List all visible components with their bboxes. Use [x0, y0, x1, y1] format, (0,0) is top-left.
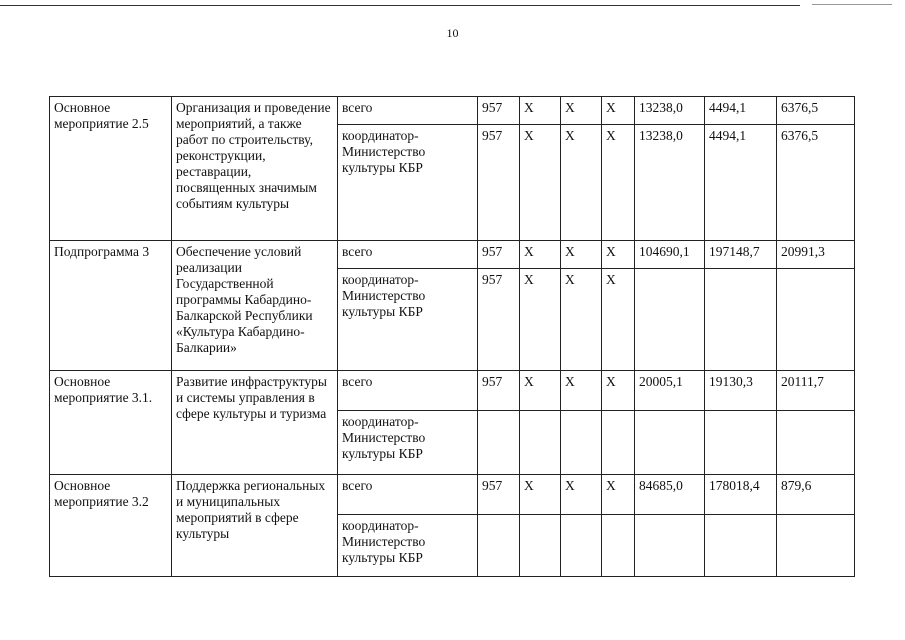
- event-name-cell: Развитие инфраструктуры и системы управления в сфере культуры и туризма: [172, 371, 338, 475]
- top-rule: [0, 5, 800, 6]
- amount-cell: 879,6: [777, 475, 855, 515]
- amount-cell: 197148,7: [705, 241, 777, 269]
- code-cell: 957: [478, 371, 520, 411]
- event-name-cell: Организация и проведение мероприятий, а также работ по строительству, реконструкции, реставрации, посвященных значимым событиям культуры: [172, 97, 338, 241]
- amount-cell: 13238,0: [635, 125, 705, 241]
- mark-cell: Х: [561, 475, 602, 515]
- source-label-cell: координатор- Министерство культуры КБР: [338, 125, 478, 241]
- code-cell: [478, 411, 520, 475]
- mark-cell: [602, 411, 635, 475]
- mark-cell: Х: [561, 97, 602, 125]
- table-row: [50, 241, 855, 269]
- mark-cell: [561, 515, 602, 577]
- event-name-cell: Обеспечение условий реализации Государственной программы Кабардино-Балкарской Республики «Культура Кабардино-Балкарии»: [172, 241, 338, 371]
- mark-cell: Х: [602, 97, 635, 125]
- table-row: [50, 371, 855, 411]
- source-label-cell: координатор- Министерство культуры КБР: [338, 411, 478, 475]
- amount-cell: 178018,4: [705, 475, 777, 515]
- amount-cell: 4494,1: [705, 125, 777, 241]
- source-label-cell: всего: [338, 97, 478, 125]
- mark-cell: Х: [561, 125, 602, 241]
- event-type-cell: Подпрограмма 3: [50, 241, 172, 371]
- amount-cell: [777, 515, 855, 577]
- code-cell: 957: [478, 97, 520, 125]
- code-cell: 957: [478, 475, 520, 515]
- code-cell: [478, 515, 520, 577]
- mark-cell: Х: [561, 269, 602, 371]
- amount-cell: [705, 269, 777, 371]
- amount-cell: [635, 515, 705, 577]
- source-label-cell: всего: [338, 241, 478, 269]
- amount-cell: 19130,3: [705, 371, 777, 411]
- code-cell: 957: [478, 269, 520, 371]
- mark-cell: [602, 515, 635, 577]
- amount-cell: 6376,5: [777, 125, 855, 241]
- amount-cell: 20111,7: [777, 371, 855, 411]
- amount-cell: 4494,1: [705, 97, 777, 125]
- amount-cell: [705, 515, 777, 577]
- mark-cell: Х: [520, 241, 561, 269]
- source-label-cell: всего: [338, 475, 478, 515]
- page-number: 10: [446, 26, 459, 40]
- amount-cell: [777, 269, 855, 371]
- mark-cell: Х: [602, 269, 635, 371]
- amount-cell: [777, 411, 855, 475]
- mark-cell: [520, 515, 561, 577]
- mark-cell: Х: [602, 125, 635, 241]
- mark-cell: [520, 411, 561, 475]
- source-label-cell: координатор- Министерство культуры КБР: [338, 269, 478, 371]
- top-rule-right: [812, 4, 892, 5]
- amount-cell: 20005,1: [635, 371, 705, 411]
- event-name-cell: Поддержка региональных и муниципальных мероприятий в сфере культуры: [172, 475, 338, 577]
- code-cell: 957: [478, 241, 520, 269]
- mark-cell: [561, 411, 602, 475]
- amount-cell: 13238,0: [635, 97, 705, 125]
- amount-cell: [705, 411, 777, 475]
- code-cell: 957: [478, 125, 520, 241]
- mark-cell: Х: [520, 269, 561, 371]
- mark-cell: Х: [520, 371, 561, 411]
- amount-cell: [635, 411, 705, 475]
- amount-cell: [635, 269, 705, 371]
- event-type-cell: Основное мероприятие 3.1.: [50, 371, 172, 475]
- amount-cell: 20991,3: [777, 241, 855, 269]
- table-row: [50, 475, 855, 515]
- source-label-cell: координатор- Министерство культуры КБР: [338, 515, 478, 577]
- amount-cell: 104690,1: [635, 241, 705, 269]
- mark-cell: Х: [602, 241, 635, 269]
- mark-cell: Х: [602, 371, 635, 411]
- table-row: [50, 97, 855, 125]
- amount-cell: 6376,5: [777, 97, 855, 125]
- mark-cell: Х: [561, 241, 602, 269]
- amount-cell: 84685,0: [635, 475, 705, 515]
- event-type-cell: Основное мероприятие 2.5: [50, 97, 172, 241]
- mark-cell: Х: [602, 475, 635, 515]
- mark-cell: Х: [561, 371, 602, 411]
- source-label-cell: всего: [338, 371, 478, 411]
- event-type-cell: Основное мероприятие 3.2: [50, 475, 172, 577]
- mark-cell: Х: [520, 125, 561, 241]
- budget-table: [49, 96, 855, 577]
- mark-cell: Х: [520, 97, 561, 125]
- mark-cell: Х: [520, 475, 561, 515]
